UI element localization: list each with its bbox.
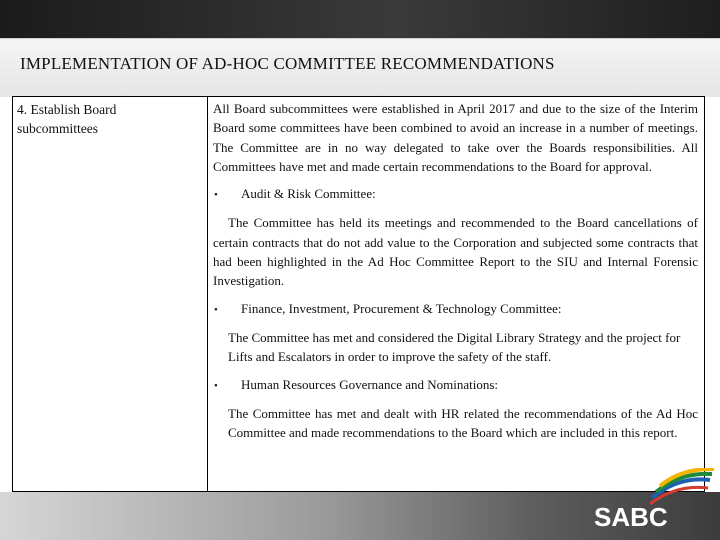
table-row [13,97,705,492]
item-cell [13,97,208,492]
item-label-line2: subcommittees [17,121,98,136]
bullet-dot: • [214,189,218,202]
finance-heading: Finance, Investment, Procurement & Technology Committee: [241,300,562,316]
intro-paragraph: All Board subcommittees were established in April 2017 and due to the size of the Interim Board some committees have been combined to avoid an increase in a number of meetings. The Committee are in no way delegated to take over the Boards responsibilities. All Committees have met and made certain recommendations to the Board for approval. [213,101,698,174]
sabc-arc-logo-icon [650,469,714,504]
item-label-line1: 4. Establish Board [17,102,117,117]
bullet-audit [213,184,698,205]
details-cell [208,97,705,492]
sabc-logo-text: SABC [594,502,668,532]
recommendations-table [12,96,705,492]
audit-body: The Committee has held its meetings and recommended to the Board cancellations of certain contracts that do not add value to the Corporation and subjected some contracts that had been highlighted in the Ad Hoc Committee Report to the SIU and Internal Forensic Investigation. [213,215,698,289]
sabc-logo [590,468,718,538]
bullet-hr [213,375,698,396]
bullet-finance [213,299,698,320]
bullet-dot: • [214,303,218,316]
bullet-dot: • [214,379,218,392]
hr-heading: Human Resources Governance and Nominations: [241,376,499,392]
hr-body: The Committee has met and dealt with HR related the recommendations of the Ad Hoc Committee and made recommendations to the Board which are included in this report. [228,405,698,441]
finance-body: The Committee has met and considered the Digital Library Strategy and the project for Lifts and Escalators in order to improve the safety of the staff. [228,329,681,365]
slide-title: IMPLEMENTATION OF AD-HOC COMMITTEE RECOMMENDATIONS [20,54,555,73]
top-bar [0,0,720,38]
audit-heading: Audit & Risk Committee: [241,186,376,202]
